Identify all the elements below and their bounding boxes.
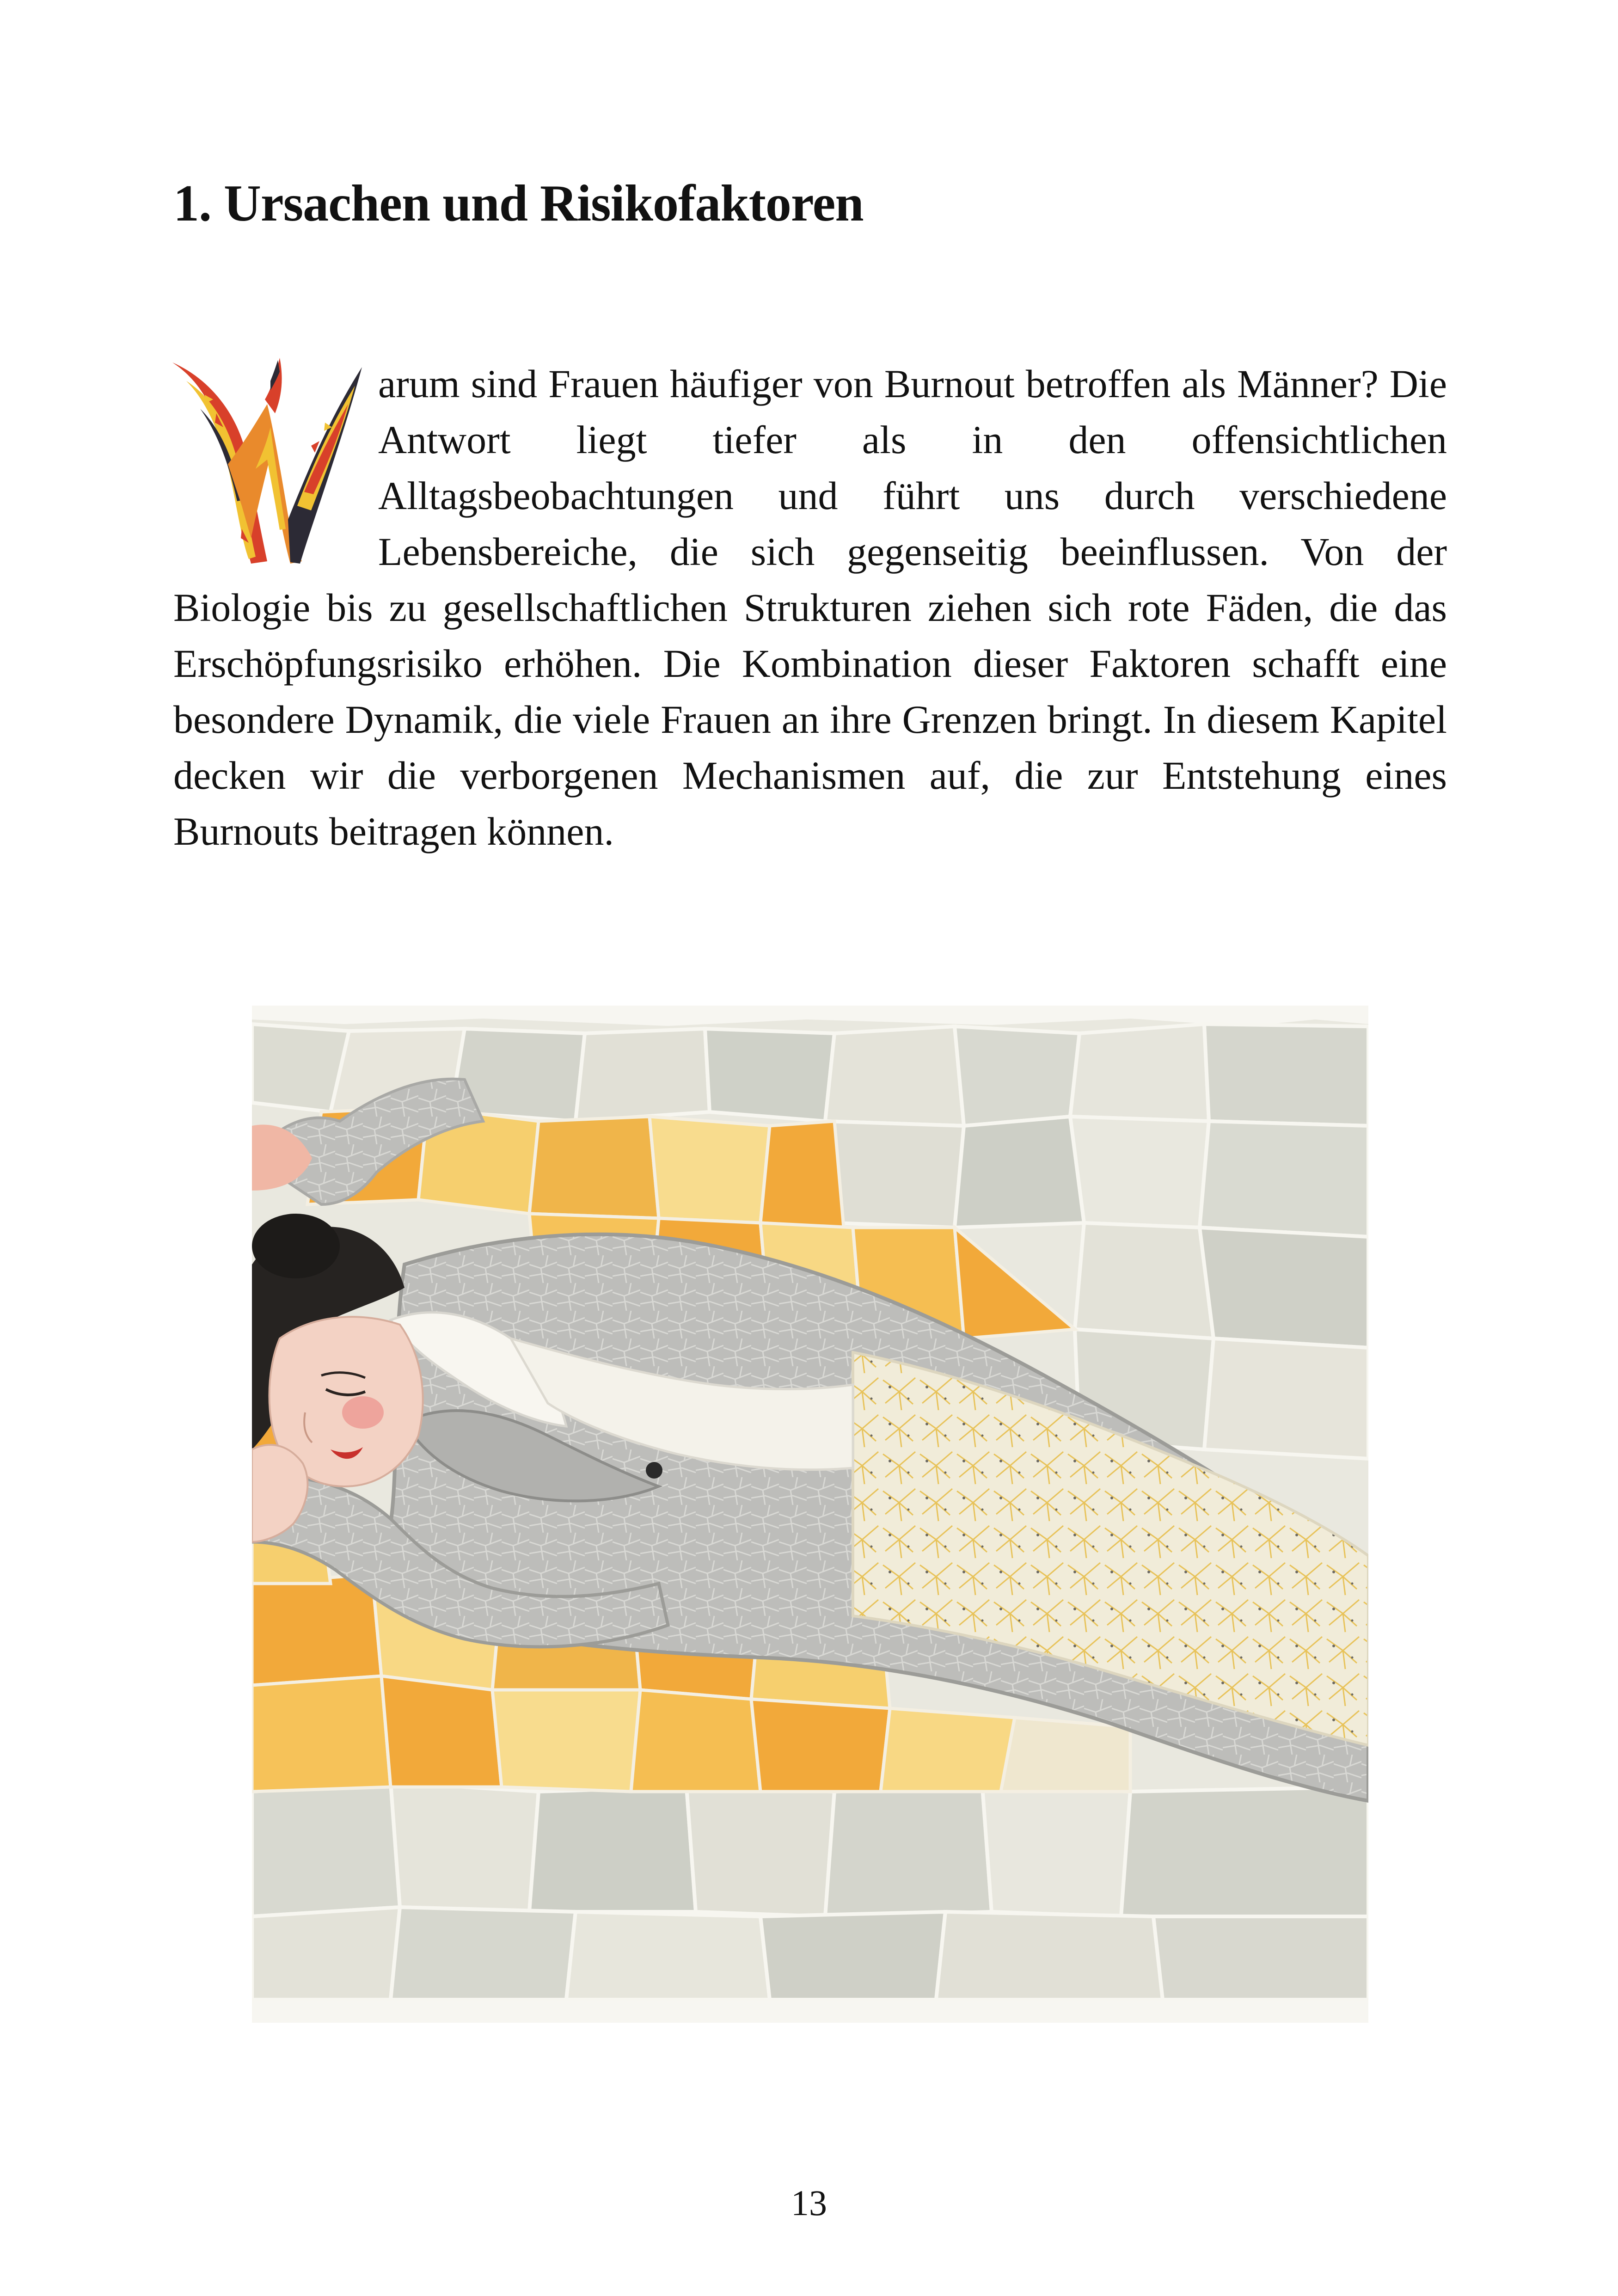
chapter-title: 1. Ursachen und Risikofaktoren — [173, 175, 864, 232]
page-number: 13 — [791, 2183, 827, 2223]
intro-section — [173, 356, 1447, 948]
intro-body-text: arum sind Frauen häufiger von Burnout betroffen als Männer? Die Antwort liegt tiefer als in den offensichtlichen Alltagsbeobachtungen und führt uns durch verschiedene Lebensbereiche, die sich gegenseitig beeinflussen. Von der Biologie bis zu gesellschaftlichen Strukturen ziehen sich rote Fäden, die das Erschöpfungsrisiko erhöhen. Die Kombination dieser Faktoren schafft eine besondere Dynamik, die viele Frauen an ihre Grenzen bringt. In diesem Kapitel decken wir die verborgenen Mechanismen auf, die zur Entstehung eines Burnouts beitragen können. — [173, 362, 1447, 853]
drop-cap-w-icon — [172, 353, 364, 571]
intro-paragraph — [173, 356, 1447, 859]
mosaic-sleeping-woman-illustration — [252, 1006, 1368, 2023]
